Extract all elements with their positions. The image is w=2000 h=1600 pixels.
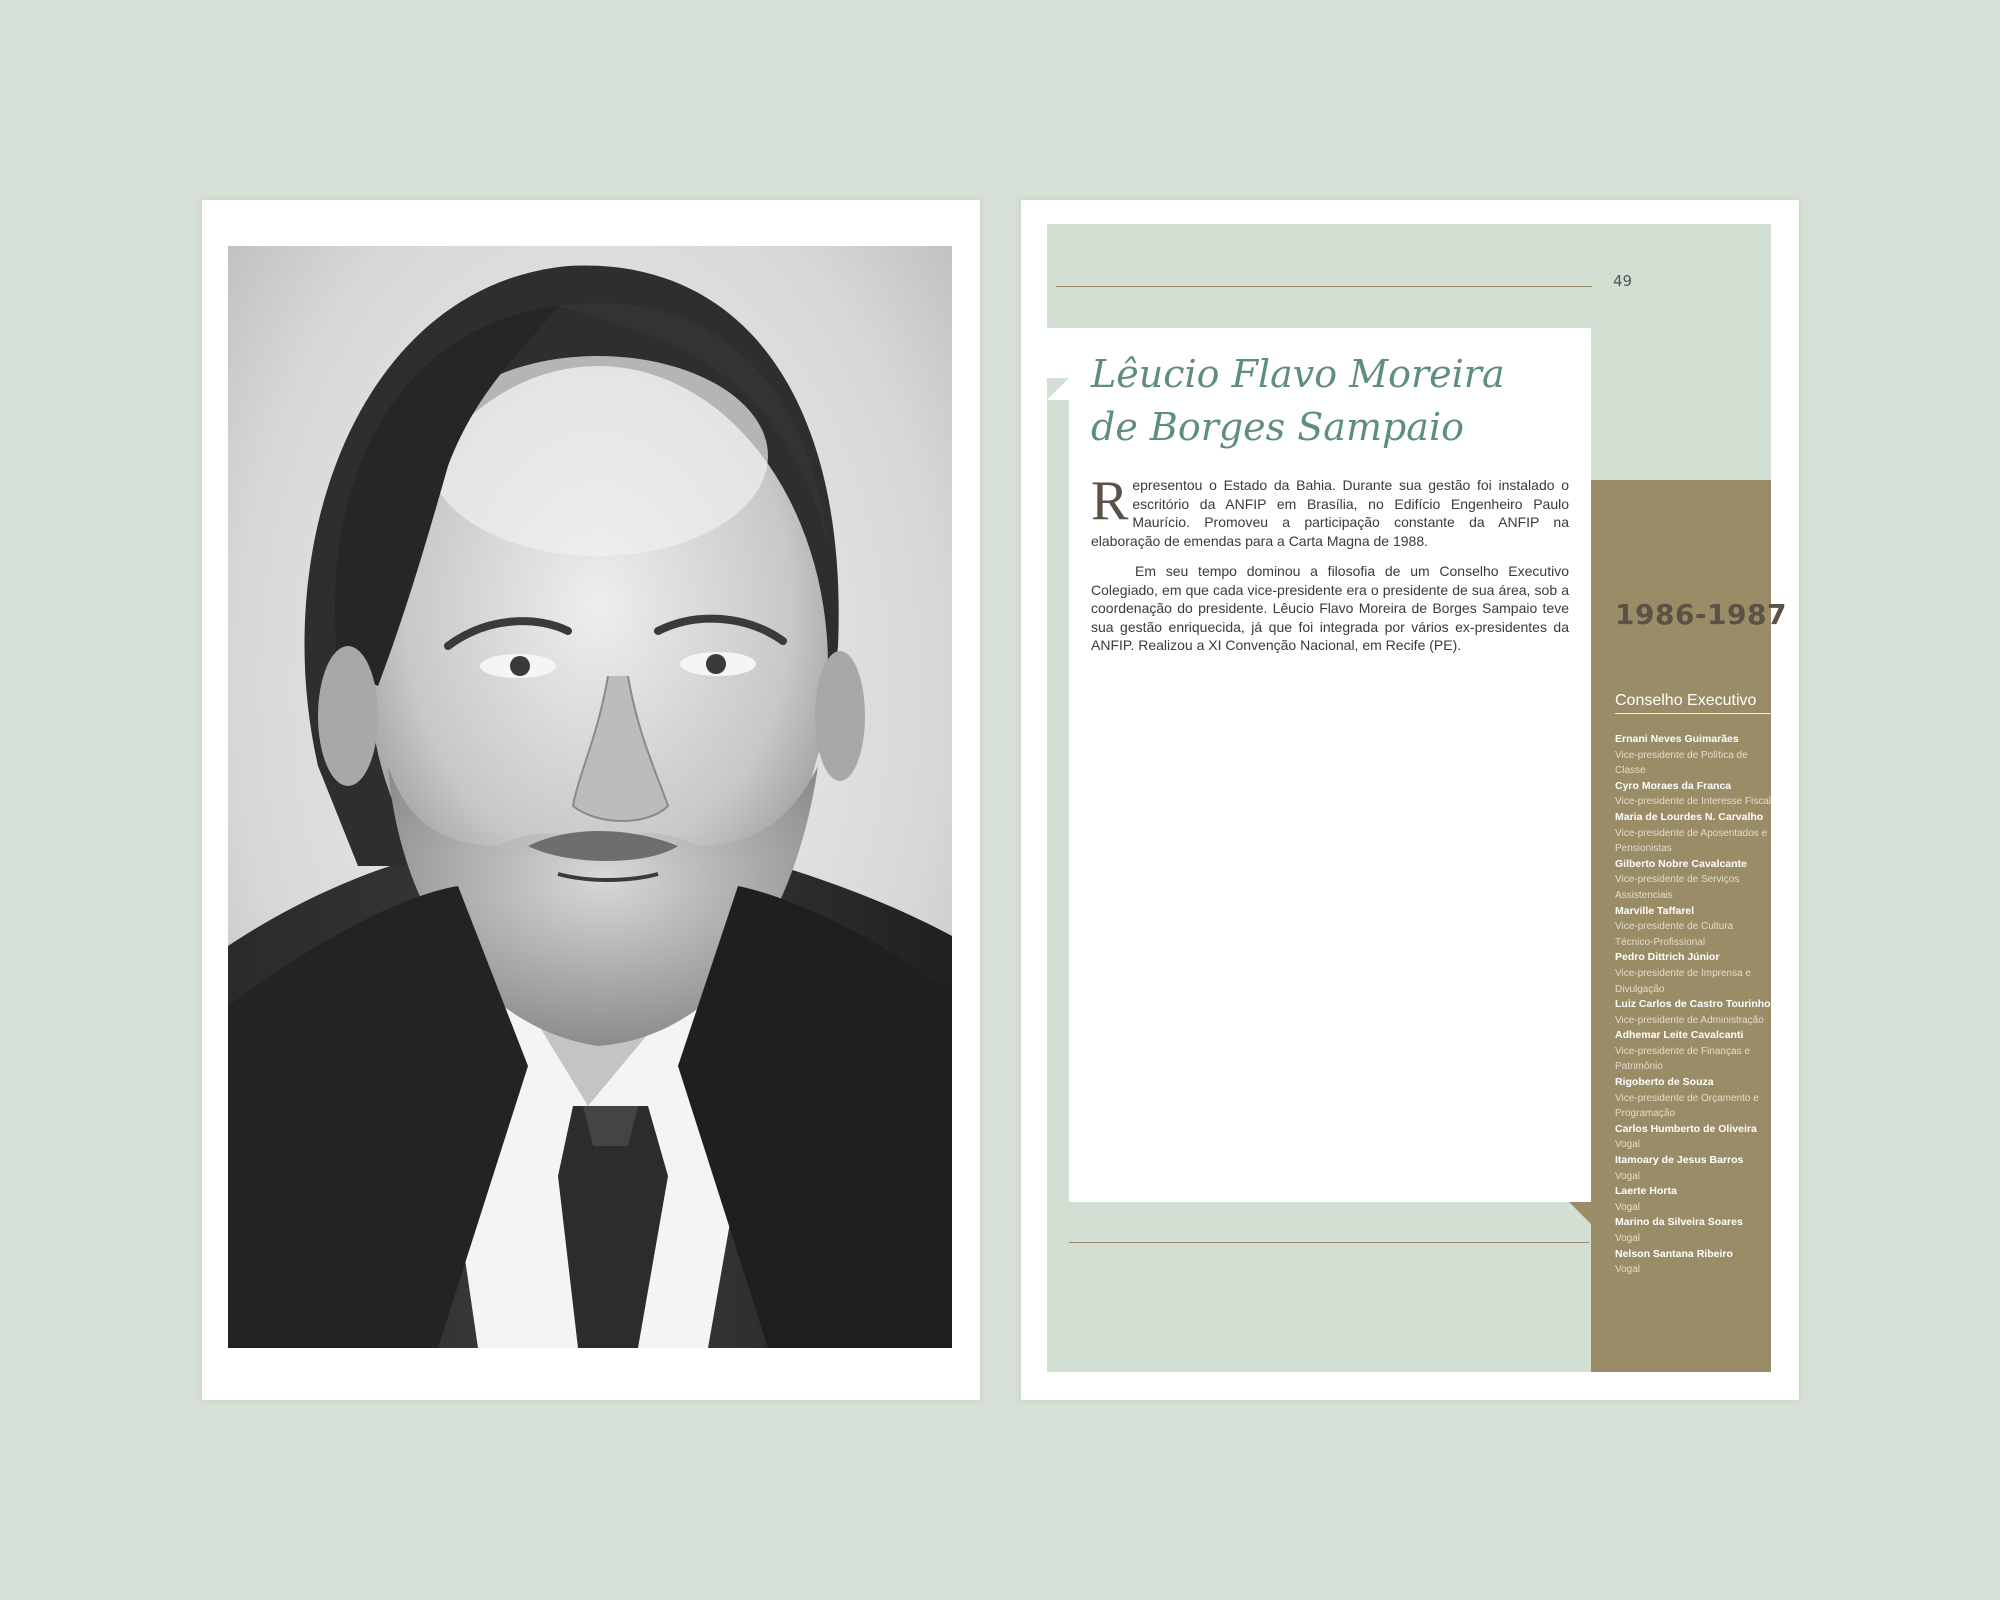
- member-name: Cyro Moraes da Franca: [1615, 779, 1732, 792]
- page-number: 49: [1613, 272, 1633, 290]
- list-item: [1615, 1122, 1773, 1153]
- list-item: [1615, 997, 1773, 1028]
- drop-cap: R: [1091, 470, 1129, 532]
- top-divider: [1056, 286, 1592, 287]
- list-item: [1615, 779, 1773, 810]
- member-role: Vice-presidente de Aposentados e Pensionistas: [1615, 827, 1768, 855]
- member-name: Marville Taffarel: [1615, 904, 1695, 917]
- list-item: [1615, 1153, 1773, 1184]
- executive-council-list: [1615, 732, 1773, 1278]
- list-item: [1615, 810, 1773, 857]
- member-name: Nelson Santana Ribeiro: [1615, 1247, 1733, 1260]
- portrait-image: [228, 246, 952, 1348]
- paragraph-1-text: epresentou o Estado da Bahia. Durante sua gestão foi instalado o escritório da ANFIP em Brasília, no Edifício Engenheiro Paulo Maurício. Promoveu a participação constante da ANFIP na elaboração de emendas para a Carta Magna de 1988.: [1091, 477, 1569, 549]
- member-name: Ernani Neves Guimarães: [1615, 733, 1739, 745]
- list-item: [1615, 950, 1773, 997]
- member-name: Luiz Carlos de Castro Tourinho: [1615, 998, 1771, 1011]
- executive-council-rule: [1615, 713, 1771, 714]
- executive-council-heading: Conselho Executivo: [1615, 692, 1757, 709]
- list-item: [1615, 857, 1773, 904]
- list-item: [1615, 1028, 1773, 1075]
- list-item: [1615, 732, 1773, 779]
- card-edge: [1047, 400, 1069, 1202]
- member-role: Vice-presidente de Orçamento e Programação: [1615, 1092, 1759, 1120]
- member-role: Vogal: [1615, 1233, 1641, 1244]
- fold-corner-left: [1047, 378, 1069, 400]
- left-page: [202, 200, 980, 1400]
- member-name: Maria de Lourdes N. Carvalho: [1615, 810, 1764, 823]
- article-title: Lêucio Flavo Moreira de Borges Sampaio: [1091, 352, 1505, 449]
- text-card: [1047, 328, 1591, 1202]
- member-role: Vice-presidente de Imprensa e Divulgação: [1615, 967, 1752, 995]
- list-item: [1615, 1215, 1773, 1246]
- list-item: [1615, 1075, 1773, 1122]
- member-name: Gilberto Nobre Cavalcante: [1615, 857, 1747, 870]
- article-body: [1091, 470, 1569, 667]
- member-name: Rigoberto de Souza: [1615, 1076, 1714, 1089]
- member-role: Vice-presidente de Serviços Assistenciais: [1615, 874, 1740, 901]
- member-role: Vogal: [1615, 1201, 1641, 1213]
- member-role: Vogal: [1615, 1170, 1641, 1182]
- right-page: [1021, 200, 1799, 1400]
- paragraph-2: Em seu tempo dominou a filosofia de um Conselho Executivo Colegiado, em que cada vice-presidente era o presidente de sua área, sob a coordenação do presidente. Lêucio Flavo Moreira de Borges Sampaio teve sua gestão enriquecida, já que foi integrada por vários ex-presidentes da ANFIP. Realizou a XI Convenção Nacional, em Recife (PE).: [1091, 563, 1569, 653]
- member-name: Pedro Dittrich Júnior: [1615, 951, 1720, 964]
- term-years: 1986-1987: [1615, 598, 1787, 631]
- member-name: Itamoary de Jesus Barros: [1615, 1154, 1744, 1167]
- member-name: Adhemar Leite Cavalcanti: [1615, 1029, 1744, 1042]
- list-item: [1615, 1184, 1773, 1215]
- member-name: Marino da Silveira Soares: [1615, 1216, 1743, 1229]
- member-role: Vice-presidente de Política de Classe: [1615, 749, 1748, 777]
- member-name: Carlos Humberto de Oliveira: [1615, 1122, 1757, 1135]
- portrait-drawing: [228, 246, 952, 1348]
- bottom-divider: [1069, 1242, 1589, 1243]
- member-role: Vice-presidente de Interesse Fiscal: [1615, 796, 1772, 808]
- list-item: [1615, 1247, 1773, 1278]
- list-item: [1615, 904, 1773, 951]
- fold-corner-right: [1569, 1202, 1591, 1224]
- member-role: Vice-presidente de Finanças e Patrimônio: [1615, 1045, 1750, 1073]
- member-name: Laerte Horta: [1615, 1185, 1677, 1198]
- member-role: Vogal: [1615, 1139, 1641, 1151]
- paragraph-1: [1091, 470, 1569, 550]
- member-role: Vogal: [1615, 1264, 1641, 1276]
- member-role: Vice-presidente de Cultura Técnico-Profissional: [1615, 921, 1734, 948]
- member-role: Vice-presidente de Administração: [1615, 1014, 1764, 1026]
